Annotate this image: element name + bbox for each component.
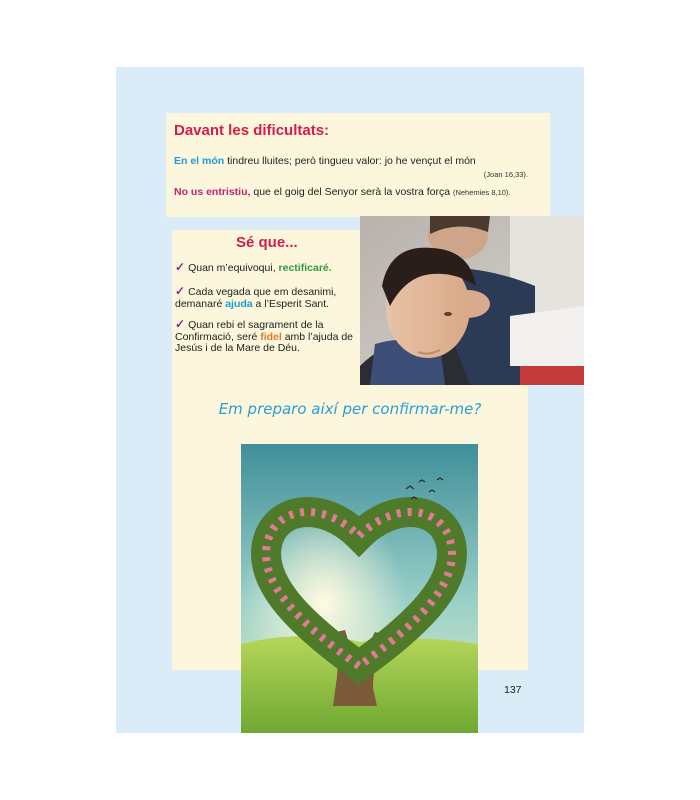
quote-line-1: [174, 155, 476, 167]
check-icon: ✓: [175, 284, 186, 298]
se-que-title: Sé que...: [236, 234, 298, 251]
item-highlight: ajuda: [225, 297, 253, 310]
heart-tree-image: [241, 444, 478, 733]
quote-1-highlight: En el món: [174, 155, 225, 167]
commitment-item: [175, 319, 361, 355]
item-text-end: amb l’ajuda de Jesús i de la Mare de Déu.: [175, 330, 354, 354]
item-text: Quan rebi el sagrament de la Confirmació, seré: [175, 319, 324, 343]
quote-line-2: [174, 186, 511, 198]
confirmation-photo: [360, 216, 584, 385]
difficulties-box: [166, 113, 550, 217]
quote-1-text: tindreu lluites; però tingueu valor: jo he vençut el món: [224, 155, 476, 167]
item-highlight: rectificaré.: [278, 262, 332, 274]
item-text-end: a l’Esperit Sant.: [252, 297, 330, 310]
check-icon: ✓: [175, 260, 186, 274]
check-icon: ✓: [175, 317, 186, 331]
item-highlight: fidel: [260, 330, 282, 343]
difficulties-title: Davant les dificultats:: [174, 122, 330, 139]
quote-2-highlight: No us entristiu,: [174, 186, 251, 198]
item-text: Cada vegada que em desanimi, demanaré: [175, 286, 337, 310]
commitment-item: [175, 286, 361, 310]
item-text: Quan m’equivoqui,: [188, 262, 279, 274]
quote-1-reference: (Joan 16,33).: [483, 170, 528, 179]
quote-2-reference: (Nehemies 8,10).: [452, 188, 511, 197]
quote-2-text: que el goig del Senyor serà la vostra força: [250, 186, 453, 198]
reflection-question: Em preparo així per confirmar-me?: [218, 400, 482, 418]
page-number: 137: [504, 684, 522, 696]
commitment-item: [175, 262, 361, 275]
